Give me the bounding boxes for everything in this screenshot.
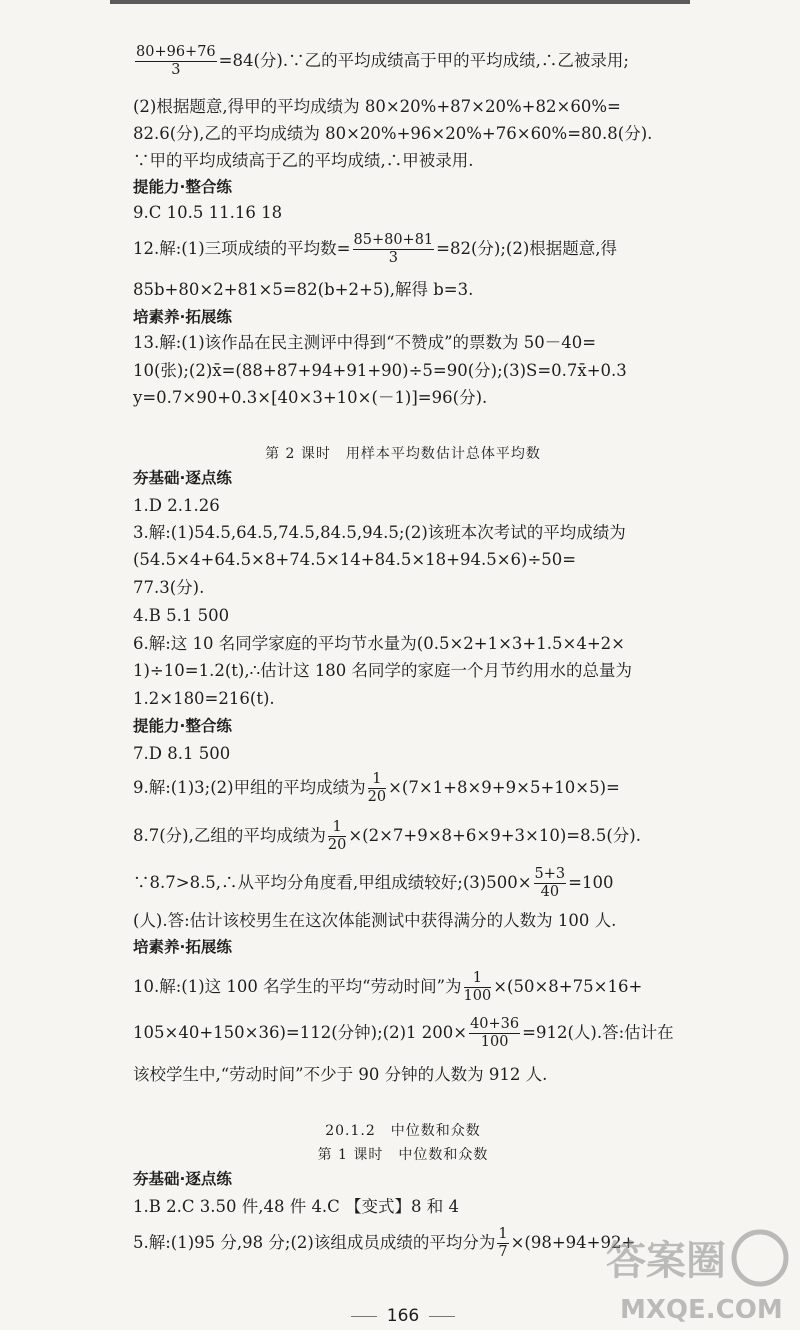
answer-line: y=0.7×90+0.3×[40×3+10×(－1)]=96(分). bbox=[133, 388, 488, 407]
answer-line: 该校学生中,“劳动时间”不少于 90 分钟的人数为 912 人. bbox=[133, 1065, 548, 1084]
answer-line: 77.3(分). bbox=[133, 578, 205, 597]
answer-line: 3.解:(1)54.5,64.5,74.5,84.5,94.5;(2)该班本次考试的平均成绩为 bbox=[133, 523, 626, 542]
watermark-domain: MXQE.COM bbox=[620, 1295, 783, 1325]
top-rule bbox=[110, 0, 690, 4]
answer-line: 9.解:(1)3;(2)甲组的平均成绩为 $\frac{1}{20}$ ×(7×1+8×9+9×5+10×5)= bbox=[133, 771, 620, 805]
answer-line: 82.6(分),乙的平均成绩为 80×20%+96×20%+76×60%=80.8(分). bbox=[133, 124, 653, 143]
answer-line: 10(张);(2)x̄=(88+87+94+91+90)÷5=90(分);(3)S=0.7x̄+0.3 bbox=[133, 361, 627, 380]
answer-line: (人).答:估计该校男生在这次体能测试中获得满分的人数为 100 人. bbox=[133, 911, 617, 930]
fraction: $\frac{1}{100}$ bbox=[463, 970, 492, 1004]
page-number: 166 bbox=[133, 1306, 673, 1326]
fraction: $\frac{5+3}{40}$ bbox=[534, 866, 566, 900]
section-heading: 提能力·整合练 bbox=[133, 717, 232, 735]
answer-line: ∵甲的平均成绩高于乙的平均成绩,∴甲被录用. bbox=[133, 151, 474, 170]
answer-line: 12.解:(1)三项成绩的平均数= $\frac{85+80+81}{3}$ =82(分);(2)根据题意,得 bbox=[133, 232, 618, 266]
fraction: $\frac{1}{7}$ bbox=[498, 1226, 508, 1260]
answer-line: 85b+80×2+81×5=82(b+2+5),解得 b=3. bbox=[133, 280, 474, 299]
fraction: $\frac{40+36}{100}$ bbox=[470, 1016, 520, 1050]
answer-line: 6.解:这 10 名同学家庭的平均节水量为(0.5×2+1×3+1.5×4+2× bbox=[133, 634, 625, 653]
watermark-circle bbox=[734, 1232, 786, 1284]
answer-line: 9.C 10.5 11.16 18 bbox=[133, 203, 283, 222]
lesson-title: 第 2 课时 用样本平均数估计总体平均数 bbox=[265, 446, 541, 462]
dash-right bbox=[429, 1316, 455, 1317]
dash-left bbox=[351, 1316, 377, 1317]
answer-line: 1.2×180=216(t). bbox=[133, 689, 275, 708]
fraction: $\frac{85+80+81}{3}$ bbox=[353, 232, 434, 266]
answer-line: $\frac{80+96+76}{3}$ =84(分).∵乙的平均成绩高于甲的平均成绩,∴乙被录用; bbox=[136, 44, 629, 78]
answer-line: (2)根据题意,得甲的平均成绩为 80×20%+87×20%+82×60%= bbox=[133, 97, 621, 116]
fraction: $\frac{1}{20}$ bbox=[367, 771, 387, 805]
answer-line: 1.B 2.C 3.50 件,48 件 4.C 【变式】8 和 4 bbox=[133, 1197, 460, 1216]
answer-line: ∵8.7>8.5,∴从平均分角度看,甲组成绩较好;(3)500× $\frac{5+3}{40}$ =100 bbox=[133, 866, 614, 900]
answer-line: 13.解:(1)该作品在民主测评中得到“不赞成”的票数为 50－40= bbox=[133, 333, 597, 352]
answer-line: 8.7(分),乙组的平均成绩为 $\frac{1}{20}$ ×(2×7+9×8+6×9+3×10)=8.5(分). bbox=[133, 819, 641, 853]
watermark-text: 答案圈 bbox=[606, 1238, 726, 1284]
section-heading: 培素养·拓展练 bbox=[133, 308, 232, 326]
fraction: $\frac{1}{20}$ bbox=[327, 819, 347, 853]
section-heading: 培素养·拓展练 bbox=[133, 938, 232, 956]
answer-line: 7.D 8.1 500 bbox=[133, 744, 231, 763]
answer-line: 10.解:(1)这 100 名学生的平均“劳动时间”为 $\frac{1}{100}$ ×(50×8+75×16+ bbox=[133, 970, 643, 1004]
fraction: $\frac{80+96+76}{3}$ bbox=[136, 44, 216, 78]
answer-line: 105×40+150×36)=112(分钟);(2)1 200× $\frac{40+36}{100}$ =912(人).答:估计在 bbox=[133, 1016, 674, 1050]
section-title: 20.1.2 中位数和众数 bbox=[325, 1123, 481, 1139]
answer-line: (54.5×4+64.5×8+74.5×14+84.5×18+94.5×6)÷50= bbox=[133, 550, 577, 569]
section-heading: 夯基础·逐点练 bbox=[133, 469, 232, 487]
lesson-title: 第 1 课时 中位数和众数 bbox=[317, 1147, 489, 1163]
answer-line: 1)÷10=1.2(t),∴估计这 180 名同学的家庭一个月节约用水的总量为 bbox=[133, 661, 633, 680]
section-heading: 提能力·整合练 bbox=[133, 178, 232, 196]
answer-line: 4.B 5.1 500 bbox=[133, 606, 230, 625]
section-heading: 夯基础·逐点练 bbox=[133, 1170, 232, 1188]
answer-line: 5.解:(1)95 分,98 分;(2)该组成员成绩的平均分为 $\frac{1}{7}$ ×(98+94+92+ bbox=[133, 1226, 636, 1260]
answer-line: 1.D 2.1.26 bbox=[133, 496, 220, 515]
